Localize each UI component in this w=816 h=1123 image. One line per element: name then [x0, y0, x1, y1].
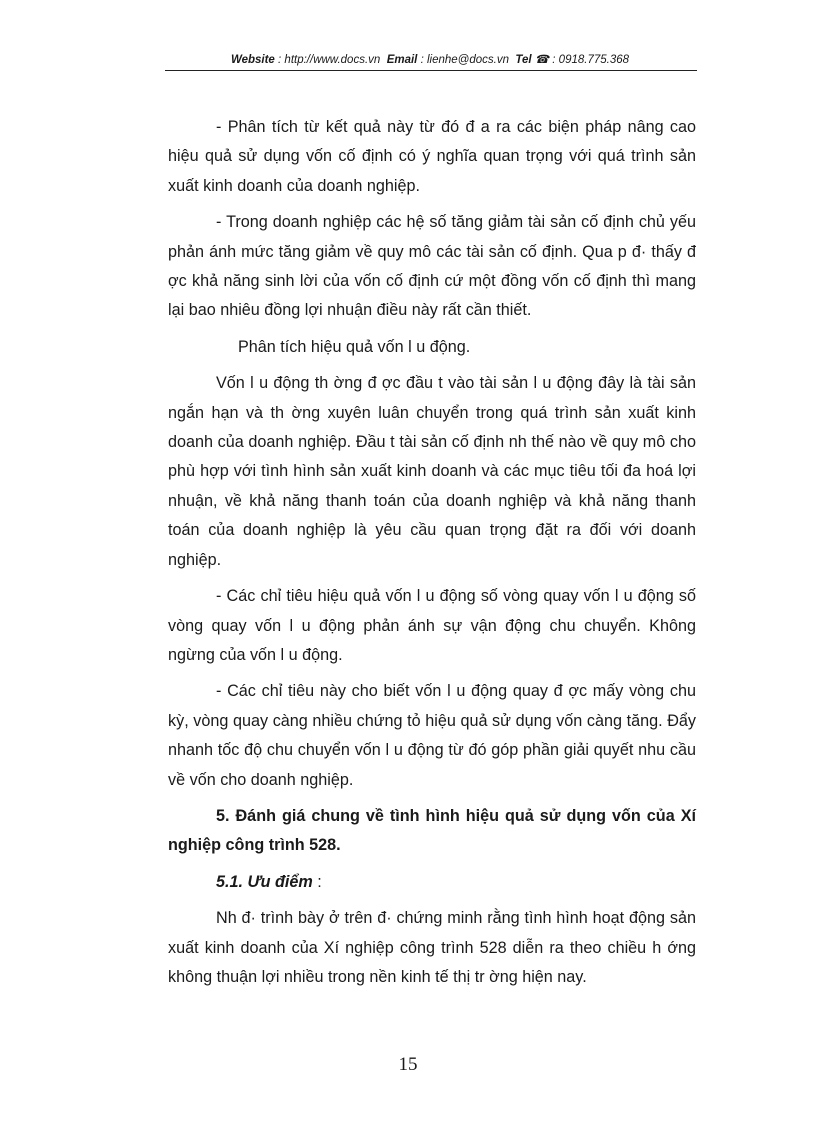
paragraph-working-capital-title: Phân tích hiệu quả vốn l u động. [238, 337, 471, 356]
page-number: 15 [398, 1054, 418, 1075]
section-heading-5: 5. Đánh giá chung về tình hình hiệu quả sử dụng vốn của Xí nghiệp công trình 528. [168, 806, 696, 855]
paragraph-analysis-measures: - Phân tích từ kết quả này từ đó đ a ra các biện pháp nâng cao hiệu quả sử dụng vốn cố định có ý nghĩa quan trọng với quá trình sản xuất kinh doanh của doanh nghiệp. [168, 118, 696, 195]
website-label: Website [230, 54, 275, 66]
subheading-colon: : [317, 872, 322, 891]
phone-icon: ☎ [534, 54, 550, 66]
subheading-text: 5.1. Ưu điểm [216, 872, 313, 891]
email-address[interactable]: : lienhe@docs.vn [420, 54, 509, 66]
header-divider [165, 70, 697, 71]
paragraph-fixed-asset-ratios: - Trong doanh nghiệp các hệ số tăng giảm tài sản cố định chủ yếu phản ánh mức tăng giảm về quy mô các tài sản cố định. Qua p đ· thấy đ ợc khả năng sinh lời của vốn cố định cứ một đồng vốn cố định thì mang lại bao nhiêu đồng lợi nhuận điều này rất cần thiết. [168, 213, 696, 320]
paragraph-turnover-indicators: - Các chỉ tiêu hiệu quả vốn l u động số vòng quay vốn l u động số vòng quay vốn l u động phản ánh sự vận động chu chuyển. Không ngừng của vốn l u động. [168, 587, 696, 664]
paragraph-working-capital: Vốn l u động th ờng đ ợc đầu t vào tài sản l u động đây là tài sản ngắn hạn và th ờng xuyên luân chuyển trong quá trình sản xuất kinh doanh của doanh nghiệp. Đầu t tài sản cố định nh thế nào về quy mô cho phù hợp với tình hình sản xuất kinh doanh và các mục tiêu tối đa hoá lợi nhuận, về khả năng thanh toán của doanh nghiệp và khả năng thanh toán của doanh nghiệp là yêu cầu quan trọng đặt ra đối với doanh nghiệp. [168, 374, 696, 569]
paragraph-advantages: Nh đ· trình bày ở trên đ· chứng minh rằng tình hình hoạt động sản xuất kinh doanh của Xí nghiệp công trình 528 diễn ra theo chiều h ớng không thuận lợi nhiều trong nền kinh tế thị tr ờng hiện nay. [168, 909, 696, 986]
page-header [165, 52, 695, 66]
website-url[interactable]: : http://www.docs.vn [278, 54, 381, 66]
paragraph-turnover-meaning: - Các chỉ tiêu này cho biết vốn l u động quay đ ợc mấy vòng chu kỳ, vòng quay càng nhiều chứng tỏ hiệu quả sử dụng vốn càng tăng. Đẩy nhanh tốc độ chu chuyển vốn l u động từ đó góp phần giải quyết nhu cầu về vốn cho doanh nghiệp. [168, 682, 696, 789]
document-body [168, 113, 696, 999]
email-label: Email [386, 54, 418, 66]
tel-number: : 0918.775.368 [552, 54, 630, 66]
tel-label: Tel [515, 54, 532, 66]
section-heading-5-1 [168, 868, 696, 897]
